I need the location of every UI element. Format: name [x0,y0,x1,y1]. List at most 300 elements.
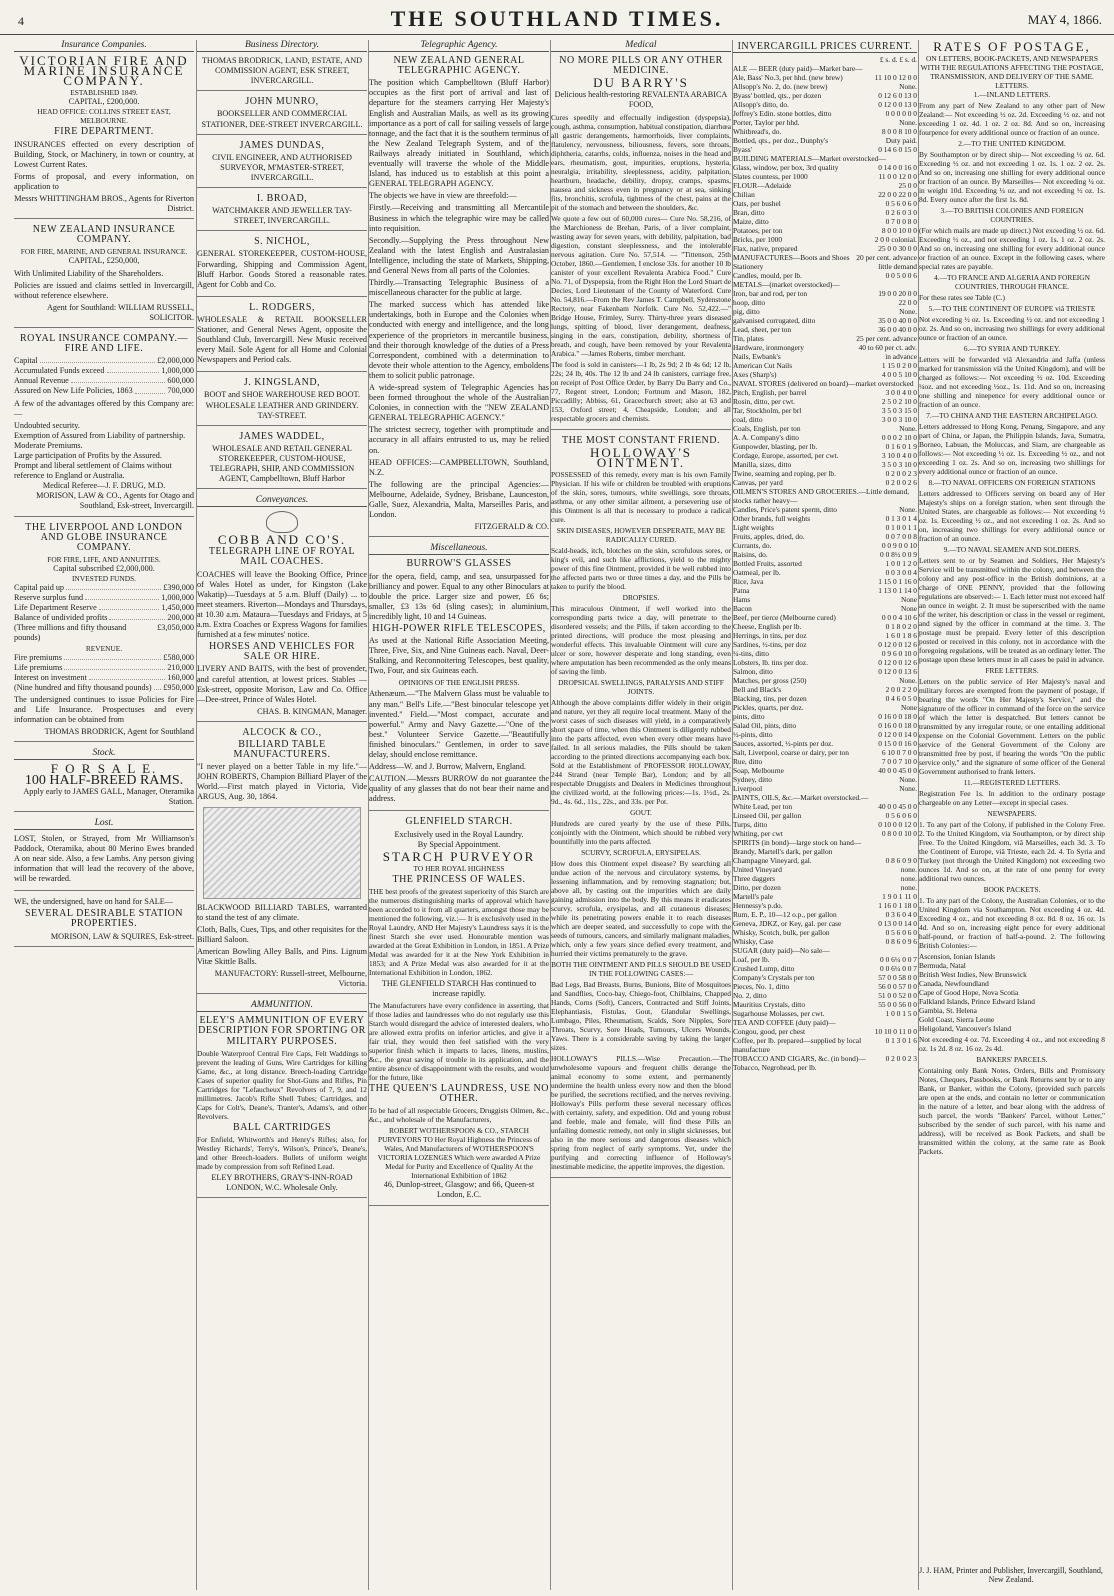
price-row [733,262,917,271]
price-item: White Lead, per ton [733,802,793,812]
price-row [733,838,917,847]
ad-body: Hundreds are cured yearly by the use of these Pills, conjointly with the Ointment, which should be rubbed very bountifully into the parts affected. [551,818,731,846]
entry-name: S. NICHOL, [254,236,310,248]
directory-entry [197,237,367,296]
price-item: Linseed Oil, per gallon [733,811,802,821]
ad-title: THE LIVERPOOL AND LONDON AND GLOBE INSURANCE COMPANY. [25,521,183,553]
issue-date: MAY 4, 1866. [1027,12,1102,27]
ad-text: CAPITAL, £200,000. [68,97,140,107]
price-item: Salt, Liverpool, coarse or dairy, per ton [733,748,849,758]
price-item: ½-pints, ditto [733,730,773,740]
ad-body: BLACKWOOD BILLIARD TABLES, warranted to stand the test of any climate. [197,902,367,922]
price-item: SUGAR (duty paid)—No sale— [733,946,830,956]
price-row [733,343,917,352]
price-row [733,820,917,829]
ad-text: By Special Appointment. [417,839,501,849]
section-heading: Medical [551,40,731,52]
ad-agent: THOMAS BRODRICK, Agent for Southland [44,727,194,737]
ad-subtitle: THE PRINCESS OF WALES. [392,873,526,885]
column-medical [550,40,731,1590]
price-row [733,1054,917,1072]
ad-subtitle: GOUT. [630,807,652,817]
telegraphic-agency-ad [369,56,549,537]
price-value: none. [900,883,917,893]
ad-subtitle: REVENUE. [85,643,123,653]
price-row [733,847,917,856]
ad-body: Cloth, Balls, Cues, Tips, and other requisites for the Billiard Saloon. [197,924,367,944]
entry-text: WHOLESALE AND RETAIL GENERAL STOREKEEPER, CUSTOM-HOUSE, TELEGRAPH, SHIP, AND COMMISSION AGENT, Campbelltown, Bluff Harbor [209,443,355,484]
price-row [733,541,917,550]
liverpool-insurance-ad [14,523,194,743]
directory-entry [197,303,367,373]
ad-body: Secondly.—Supplying the Press throughout New Zealand with the latest English and Australasian Intelligence, including the state of Markets, Shipping, and General News from all parts of the Colonies. [369,235,549,275]
price-row [733,748,917,757]
figure-row: Balance of undivided profits 200,000 [14,613,194,623]
lost-sheep-ad [14,834,194,891]
price-value: 0 12 0 0 12 6 [878,658,917,668]
ad-body: The food is sold in canisters—1 lb, 2s 9d; 2 lb 4s 6d; 12 lb, 22s; 24 lb, 40s. The 12 lb and 24 lb canisters, carriage free, on receipt of Post Office Order, by Barry Du Barry and Co., 77, Regent street, London; Fortnum and Mason, 182, Piccadilly; Abbiss, 61, Gracechurch street; also at 63 and 153, Oxford street; 4, Cheapside, London; and all respectable grocers and chemists. [551,359,731,423]
price-value: 3 0 0 3 10 0 [881,415,917,425]
ad-subtitle: BOTH THE OINTMENT AND PILLS SHOULD BE USED IN THE FOLLOWING CASES:— [551,959,731,978]
price-item: Axes (Sharp's) [733,370,777,380]
ad-body: CAUTION.—Messrs BURROW do not guarantee the quality of any glasses that do not bear their name and address. [369,774,549,804]
rate-body: Not exceeding ½ oz. 1s. Exceeding ½ oz. and not exceeding 1 oz. 2s. And so on, increasing two shillings for every additional ounce or fraction of an ounce. [919,315,1105,343]
figure-row: Fire premiums £580,000 [14,652,194,662]
price-item: Light weights [733,523,774,533]
rate-heading: 2.—TO THE UNITED KINGDOM. [958,139,1066,149]
rate-heading: 8.—TO NAVAL OFFICERS ON FOREIGN STATIONS [928,478,1096,488]
entry-name: JOHN MUNRO, [245,96,319,108]
ad-title: HOLLOWAY'S OINTMENT. [589,444,693,470]
price-item: Whitbread's, do. [733,127,782,137]
prices-title: INVERCARGILL PRICES CURRENT. [733,42,917,53]
price-item: Whisky, Scotch, bulk, per gallon [733,928,830,938]
price-value: none. [900,865,917,875]
ad-subtitle: HIGH-POWER RIFLE TELESCOPES, [372,622,546,634]
ad-agent: ELEY BROTHERS, GRAY'S-INN-ROAD LONDON, W.C. Wholesale Only. [211,1172,353,1192]
dubarry-food-ad [551,56,731,429]
price-item: Candles, Price's patent sperm, ditto [733,505,837,515]
ad-subtitle: SKIN DISEASES, HOWEVER DESPERATE, MAY BE RADICALLY CURED. [556,525,726,544]
list-item: Canada, Newfoundland [919,979,989,989]
section-heading: Miscellaneous. [369,543,549,555]
price-row [733,595,917,604]
price-row [733,703,917,712]
price-row [733,109,917,118]
price-row [733,298,917,307]
alcock-billiards-ad [197,728,367,994]
ad-agent: MORISON, LAW & SQUIRES, Esk-street. [50,931,194,941]
price-row [733,172,917,181]
price-value: 0 1 8 0 2 0 [885,622,917,632]
price-item: Rice, Java [733,577,764,587]
price-row [733,361,917,370]
price-row [733,532,917,541]
price-row [733,1009,917,1018]
price-row [733,613,917,622]
price-item: Loaf, per lb. [733,955,770,965]
list-item: Gambia, St. Helena [919,1006,977,1016]
figure-row: Life Department Reserve 1,450,000 [14,603,194,613]
price-item: TOBACCO AND CIGARS, &c. (in bond)—Tobacco, Negrohead, per lb. [733,1054,866,1073]
ad-body: The position which Campbelltown (Bluff Harbor) occupies as the first port of arrival and last of departure for the steamers carrying Her Majesty's English and Australian Mails, as well as its growing importance as a port of call for sailing vessels of large tonnage, and the fact that it is the southern terminus of the New Zealand Telegraph System, and of the Railways already initiated in Southland, which eventually will traverse the whole of the Middle Island, has induced us to establish at this point a GENERAL TELEGRAPH AGENCY. [369,78,549,189]
rate-body: 1. To any part of the Colony, if published in the Colony Free. 2. To the United Kingdom, via Southampton, or by direct ship Free. To the United Kingdom, viâ Marseilles, each 3d. 3. To the Continent of Europe, viâ Trieste, each 2d. 4. To Syria and Turkey (not through the United Kingdom) not exceeding two ounces 1d. And so on, at the rate of one penny for every additional two ounces. [919,820,1105,884]
price-row [733,901,917,910]
price-item: Lobsters, lb. tins per doz. [733,658,808,668]
price-item: Iron, bar and rod, per ton [733,289,808,299]
price-row [733,1018,917,1027]
price-row [733,892,917,901]
ad-agent: 46, Dunlop-street, Glasgow; and 66, Queen-st London, E.C. [383,1180,535,1200]
billiard-players-illustration [203,807,361,899]
price-item: Twine, seaming and roping, per lb. [733,469,836,479]
price-row [733,1000,917,1009]
price-item: Ale, Bass' No.3, per hhd. (new brew) [733,73,843,83]
price-item: Glass, window, per box, 3rd quality [733,163,839,173]
price-row [733,550,917,559]
price-row [733,757,917,766]
price-row [733,658,917,667]
price-value: 25 per cent. advance [856,334,917,344]
figure-row: Interest on investment 160,000 [14,672,194,682]
ad-title: VICTORIAN FIRE AND MARINE INSURANCE COMPANY. [19,53,189,89]
price-item: Byass' bottled, qts., per dozen [733,91,822,101]
ad-title: COBB AND CO'S. [217,532,347,548]
rate-heading: 9.—TO NAVAL SEAMEN AND SOLDIERS. [943,545,1081,555]
price-item: Bacon [733,604,752,614]
price-item: Allsopp's No. 2, do. (new brew) [733,82,828,92]
price-item: Hennessy's p.do. [733,901,783,911]
section-heading: Stock. [14,748,194,760]
ad-body: For Enfield, Whitworth's and Henry's Rifles; also, for Westley Richards', Terry's, Wilson's, Prince's, Deane's, and other Breech-loaders. Bullets of uniform weight made by compression from soft Refined Lead. [197,1134,367,1171]
entry-name: L. RODGERS, [249,301,315,313]
price-row [733,739,917,748]
price-row [733,280,917,289]
price-row [733,1027,917,1036]
price-value: None. [899,424,917,434]
ad-agent: Apply early to JAMES GALL, Manager, Oteramika Station. [23,786,194,806]
price-row [733,946,917,955]
price-item: Allsopp's ditto, do. [733,100,789,110]
price-item: Sugarhouse Molasses, per cwt. [733,1009,825,1019]
price-row [733,937,917,946]
column-postage-rates [918,40,1105,1590]
price-row [733,694,917,703]
price-row [733,910,917,919]
ad-text: FOR FIRE, MARINE, AND GENERAL INSURANCE. [20,247,188,257]
price-item: Three daggers [733,874,776,884]
price-value: 3 10 0 4 0 0 [881,451,917,461]
price-row [733,640,917,649]
price-value: 0 8 6 0 9 6 [885,937,917,947]
price-row [733,622,917,631]
directory-entry [197,56,367,91]
ad-agent: Agent for Southland: WILLIAM RUSSELL, SOLICITOR. [47,302,194,322]
price-row [733,793,917,802]
rate-heading: 7.—TO CHINA AND THE EASTERN ARCHIPELAGO. [926,411,1098,421]
price-row [733,604,917,613]
price-row [733,460,917,469]
entry-name: JAMES DUNDAS, [239,139,325,151]
ad-title: NEW ZEALAND GENERAL TELEGRAPHIC AGENCY. [393,55,525,77]
price-item: Oats, per bushel [733,199,781,209]
section-heading: Telegraphic Agency. [369,40,549,52]
price-item: Champagne Vineyard, gal. [733,856,812,866]
ad-agent: Messrs WHITTINGHAM BROS., Agents for Riverton District. [14,194,194,214]
column-prices-current [732,40,917,1590]
rate-body: (For which mails are made up direct.) Not exceeding ½ oz. 6d. Exceeding ½ oz., and not exceeding 1 oz. 1s. 1 oz. 2 oz. 2s. And so on, increasing one shilling for every additional ounce or fraction of an ounce. Except in the following cases, where special rates are payable. [919,226,1105,272]
price-item: Soap, Melbourne [733,766,784,776]
ad-text: ESTABLISHED 1849. [70,88,138,98]
price-item: Salmon, ditto [733,667,773,677]
price-row [733,181,917,190]
entry-text: BOOKSELLER AND COMMERCIAL STATIONER, DEE-STREET INVERCARGILL. [201,109,363,129]
price-item: Flax, native, prepared [733,244,798,254]
price-row [733,73,917,82]
price-value: None. [899,118,917,128]
ad-body: Firstly.—Receiving and transmitting all Mercantile Business in which the telegraphic wire may be called into requisition. [369,203,549,233]
ad-body: Bad Legs, Bad Breasts, Burns, Bunions, Bite of Mosquitoes and Sandflies, Coco-bay, Chiego-foot, Chilblains, Chapped Hands, Corns (Soft), Cancers, Contracted and Stiff Joints, Elephantiasis, Fistulas, Gout, Glandular Swellings, Lumbago, Piles, Rheumatism, Scalds, Sore Nipples, Sore Throats, Scurvy, Sore Heads, Tumours, Ulcers Wounds, Yaws. There is a considerable saving by taking the larger sizes. [551,979,731,1052]
rate-body: Letters will be forwarded viâ Alexandria and Jaffa (unless marked for transmission viâ the United Kingdom), and will be charged as follows:— Not exceeding ½ oz. 10d. Exceeding ¼oz. and not exceeding ½oz., 1s. 11d. And so on, increasing one shilling and ninepence for every additional ounce or fraction of an ounce. [919,355,1105,410]
price-item: Bran, ditto [733,208,765,218]
ad-subtitle: OPINIONS OF THE ENGLISH PRESS. [398,678,520,688]
price-row [733,307,917,316]
entry-name: I. BROAD, [256,193,308,205]
price-value: 0 8 6 0 9 0 [885,856,917,866]
price-item: Martell's pale [733,892,774,902]
price-value: 3 0 0 4 0 0 [885,388,917,398]
price-item: Raisins, do. [733,550,768,560]
price-row [733,667,917,676]
price-value: 40 0 0 45 0 0 [878,766,917,776]
price-item: BUILDING MATERIALS—Market overstocked— [733,154,886,164]
price-value: 1 16 0 1 18 0 [878,901,917,911]
price-value: 22 0 0 22 0 0 [878,190,917,200]
royal-insurance-ad [14,334,194,517]
colony-list [919,952,1105,1033]
price-item: Maize, ditto [733,217,769,227]
price-value: 0 12 0 0 13 6 [878,667,917,677]
price-value: 20 per cent. advance [856,253,917,263]
ad-title: ALCOCK & CO., [242,726,322,738]
price-value: 0 16 0 0 18 0 [878,712,917,722]
ad-title: DU BARRY'S [593,75,689,91]
price-value: 0 14 6 0 15 0 [878,145,917,155]
rate-body: Letters on the public service of Her Majesty's naval and military forces are exempted from the payment of postage, if bearing the words "On Her Majesty's Service," and the signature of the officer in command of the force on the service of which the letter is despatched. But letters cannot be transmitted by any irregular route, or one entailing additional expense on the Colonial Government. Letters on the public service of the General Government of the Colony are transmitted free by post, if bearing the words "On the public service only," and the signature of some officer of the General Government authorised to frank letters. [919,677,1105,777]
price-value: 0 9 6 0 10 0 [881,649,917,659]
price-item: Turps, ditto [733,820,768,830]
price-row [733,514,917,523]
price-item: Other brands, full weights [733,514,811,524]
price-value: 0 15 0 0 16 0 [878,739,917,749]
ad-text: Capital subscribed £2,000,000. [53,563,155,573]
price-row [733,253,917,262]
price-item: Whiting, per cwt [733,829,783,839]
rate-body: Letters addressed to Hong Kong, Penang, Singapore, and any part of China, or Japan, the Philippin Islands, Java, Sumatra, Borneo, Labuan, the Moluccas, and Siam, are chargeable as follows:— Not exceeding ½ oz. 1s. Exceeding ½ oz., and not exceeding 1 oz. 2s. And so on, increasing two shillings for every additional ounce or fraction of an ounce. [919,422,1105,477]
price-row [733,415,917,424]
rate-heading: FREE LETTERS. [985,666,1039,676]
section-subheading: LETTERS. [995,81,1029,91]
rate-heading: 3.—TO BRITISH COLONIES AND FOREIGN COUNTRIES. [940,206,1084,225]
price-row [733,829,917,838]
ad-body: As used at the National Rifle Association Meeting, Three, Five, Six, and Nine Guineas each. Naval, Deer-Stalking, and Reconnoitering Telescopes, best quality, Two, Four, and six Guineas each. [369,636,549,676]
price-row [733,235,917,244]
ad-body: LOST, Stolen, or Strayed, from Mr Williamson's Paddock, Oteramika, about 80 Merino Ewes branded A on near side. Also, a few Lambs. Any person giving information that will lead the recovery of the above, will be rewarded. [14,833,194,884]
directory-entry [197,97,367,134]
price-row [733,685,917,694]
price-item: Coals, English, per ton [733,424,801,434]
price-value: 4 0 0 5 10 0 [881,370,917,380]
price-row [733,856,917,865]
price-row [733,568,917,577]
ad-body: The objects we have in view are threefold:— [369,191,517,201]
price-item: TEA AND COFFEE (duty paid)— [733,1018,836,1028]
prices-column-header: £ s. d. £ s. d. [879,55,917,65]
price-row [733,163,917,172]
price-item: Hardware, ironmongery [733,343,805,353]
price-value: 0 1 6 0 1 9 [885,442,917,452]
directory-entry [197,432,367,489]
ad-subtitle: THE MOST CONSTANT FRIEND. [561,434,720,446]
postage-title: RATES OF POSTAGE, [933,40,1091,54]
price-item: Currants, do. [733,541,772,551]
price-value: 19 0 0 20 0 0 [878,289,917,299]
price-item: Congou, good, per chest [733,1027,806,1037]
price-value: 0 2 6 0 3 0 [885,208,917,218]
price-value: 8 0 0 10 0 0 [881,226,917,236]
price-item: Candles, mould, per lb. [733,271,802,281]
price-value: 35 0 0 40 0 0 [878,316,917,326]
price-item: PAINTS, OILS, &c.—Market overstocked.— [733,793,869,803]
ad-agent: CHAS. B. KINGMAN, Manager. [257,706,367,716]
price-value: Duty paid. [885,136,917,146]
price-value: 10 10 0 11 0 0 [874,1027,917,1037]
price-row [733,811,917,820]
price-value: 1 15 0 2 0 0 [881,361,917,371]
price-item: Oatmeal, per lb. [733,568,781,578]
price-value: 0 4 6 0 5 0 [885,694,917,704]
price-item: Bottled Fruits, assorted [733,559,802,569]
rate-heading: 4.—TO FRANCE AND ALGERIA AND FOREIGN COUNTRIES, THROUGH FRANCE. [934,273,1090,292]
ad-title: SEVERAL DESIRABLE STATION PROPERTIES. [25,908,183,930]
price-value: 51 0 0 52 0 0 [878,991,917,1001]
price-value: 3 5 0 3 15 0 [881,406,917,416]
list-item: Gold Coast, Sierra Leone [919,1015,995,1025]
ad-text: FOR FIRE, LIFE, AND ANNUITIES. [47,554,161,564]
price-row [733,973,917,982]
price-value: 1 9 0 1 11 0 [882,892,917,902]
price-value: 1 13 0 1 14 0 [878,586,917,596]
price-value: 0 5 6 0 6 0 [885,928,917,938]
figure-row: Capital paid up £390,000 [14,582,194,592]
price-row [733,721,917,730]
price-value: 0 5 6 0 6 0 [885,199,917,209]
price-value: 0 0 0 0 0 0 [885,109,917,119]
ad-body: WE, the undersigned, have on hand for SALE— [14,897,173,907]
price-value: 0 0 7 0 0 8 [885,532,917,542]
ad-body: We quote a few out of 60,000 cures— Cure No. 58,216, of the Marchioness de Brehan, Paris, of a liver complaint, wasting away for seven years, with debility, palpitation, bad digestion, constant sleeplessness, and the intolerable nervous agitation. Cure No. 57,514. — "Tittenson, 25th October, 1860.—Gentlemen, I enclose 33s. for another 10 lb canister of your excellent Revalenta Arabica Food." Cure No. 71, of Dyspepsia, from the Right Hon the Lord Stuart de Decies, Lord Lieutenant of the County of Waterford. Cure No. 54,816.—From the Rev James T. Campbell, Sydenstone Rectory, near Fakenham Norfolk. Cure No. 52,422.—" Bridge House, Frimley, Surry. Thirty-three years diseased lungs, spitting of blood, liver derangement, deafness, singing in the ears, constipation, debility, shortness of breath, and cough, have been removed by your Revalenta Arabica." —James Roberts, timber merchant. [551,213,731,358]
price-row [733,352,917,361]
ad-body: Double Waterproof Central Fire Caps, Felt Waddings to prevent the leading of Guns, Wire Cartridges for killing Game, &c., at long distance. Breech-loading Cartridge Cases of superior quality for Shot-Guns and Rifles, Pin Cartridges for "Lefaucheux" Revolvers of 7, 9, and 12 millimetres. Jacob's Rifle Shell Tubes; Cartridges, and Caps for Colt's, Deane's, Tranter's, Adams's, and other Revolvers. [197,1048,367,1121]
price-row [733,784,917,793]
price-item: Lead, sheet, per ton [733,325,792,335]
price-row [733,154,917,163]
ad-title: ELEY'S AMMUNITION OF EVERY DESCRIPTION FOR SPORTING OR MILITARY PURPOSES. [198,1015,366,1047]
rate-heading: BOOK PACKETS. [983,885,1041,895]
price-row [733,316,917,325]
price-item: No. 2, ditto [733,991,767,1001]
price-item: Pieces, No. 1, ditto [733,982,790,992]
price-row [733,874,917,883]
price-row [733,676,917,685]
directory-entry [197,141,367,188]
price-value: None [900,703,917,713]
burrow-glasses-ad [369,559,549,811]
ad-text: HEAD OFFICE: COLLINS STREET EAST, MELBOURNE. [37,107,171,126]
ad-body: HOLLOWAY'S PILLS.—Wise Precaution.—The unwholesome vapours and frequent chills derange the animal economy to some extent, and permanently undermine the health unless every now and then the blood be purified, the secretions rectified, and the nerves reviving. Holloway's Pills perform these several necessary offices with certainty, safety, and expedition. Old and young robust and feeble, male and female, will find these Pills an unfailing domestic remedy, not only in slight sicknesses, but also in the more serious and dangerous diseases which spring from neglect of early symptoms. Yet, under the purifying and correcting influence of Holloway's inestimable medicine, the appetite improves, the digestion. [551,1053,731,1171]
price-value: 2 0 0 colonial. [874,235,917,245]
price-item: Bricks, per 1000 [733,235,783,245]
section-heading: AMMUNITION. [197,1000,367,1012]
price-row [733,451,917,460]
price-row [733,649,917,658]
rams-sale-ad [14,761,194,811]
price-item: Chilian [733,190,755,200]
price-row [733,631,917,640]
ad-agent: MANUFACTORY: Russell-street, Melbourne, Victoria. [214,969,367,989]
price-value: 22 0 0 [898,298,917,308]
price-item: Cheese, English per lb. [733,622,802,632]
price-item: Herrings, in tins, per doz [733,631,807,641]
ad-title: ROYAL INSURANCE COMPANY.—FIRE AND LIFE. [20,332,188,355]
ad-subtitle: HORSES AND VEHICLES FOR SALE OR HIRE. [208,641,356,663]
price-row [733,586,917,595]
price-value: 0 8 0 0 10 0 [881,829,917,839]
price-item: Sydney, ditto [733,775,772,785]
ad-body: The Manufacturers have every confidence in asserting, that if those ladies and laundresses who do not regularly use this Starch would disregard the advice of interested dealers, who are allowed extra profits on inferior articles, and give it a fair trial, they would then feel satisfied with the very superior finish which it imparts to laces, linens, muslins, &c., the great saving of trouble in its application, and the entire absence of disappointment with the results, and would for the future, like [369,1001,549,1083]
ad-agent: MORISON, LAW & CO., Agents for Otago and Southland, Esk-street, Invercargill. [36,491,194,511]
price-value: 0 2 0 0 2 6 [885,478,917,488]
price-row [733,334,917,343]
price-value: 55 0 0 56 0 0 [878,1000,917,1010]
masthead [0,0,1114,35]
price-item: Pickles, quarts, per doz. [733,703,804,713]
ad-subtitle: TELEGRAPH LINE OF ROYAL MAIL COACHES. [208,546,356,568]
price-item: Sauces, assorted, ½-pints per doz. [733,739,834,749]
price-row [733,136,917,145]
price-value: 0 1 0 0 1 1 [885,523,917,533]
ad-body: Thirdly.—Transacting Telegraphic Business of a miscellaneous character for the public at large. [369,278,549,298]
list-item: Moderate Premiums. [14,440,83,450]
ad-body: LIVERY AND BAITS, with the best of provender, and careful attention, at lowest prices. Stables — Esk-street, opposite Morison, Law and Co. Office—Dee-street, Prince of Wales Hotel. [197,664,367,704]
price-item: Stationery [733,262,764,272]
rate-heading: 6.—TO SYRIA AND TURKEY. [963,344,1061,354]
price-item: Rue, ditto [733,757,763,767]
ad-body: Forms of proposal, and every information, on application to [14,171,194,191]
ad-subtitle: Delicious health-restoring REVALENTA ARABICA FOOD, [554,90,728,110]
ad-subtitle: DROPSIES. [622,592,660,602]
price-item: Fruits, apples, dried, do. [733,532,805,542]
price-value: 56 0 0 57 0 0 [878,982,917,992]
ad-body: HEAD OFFICES:—CAMPBELLTOWN, Southland, N.Z. [369,457,549,477]
column-business-directory [196,40,367,1590]
rate-body: Not exceeding 4 oz. 7d. Exceeding 4 oz., and not exceeding 8 oz. 1s 2d. 8 oz. 16 oz. 2s 4d. [919,1035,1105,1054]
price-value: 11 0 0 12 0 0 [878,172,917,182]
ad-body: American Bowling Alley Balls, and Pins. Lignum Vitæ Skittle Balls. [197,946,367,966]
price-value: 0 0 0 4 10 6 [881,613,917,623]
price-value: None [900,595,917,605]
price-row [733,424,917,433]
